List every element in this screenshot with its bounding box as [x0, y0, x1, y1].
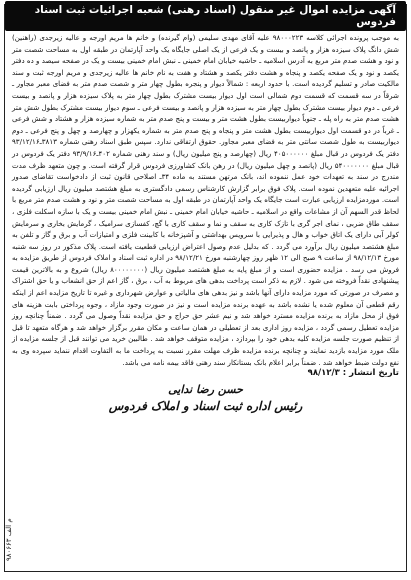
publish-date: تاریخ انتشار : ۹۸/۱۲/۳ — [307, 368, 399, 379]
notice-header — [5, 5, 406, 28]
reference-wrap — [7, 507, 17, 567]
signature-block — [5, 382, 406, 414]
notice-body — [5, 28, 406, 380]
notice-page — [4, 4, 407, 572]
reference-number: م الف ۹۸۰۶۶۳ — [5, 518, 13, 561]
notice-title: آگهی مزایده اموال غیر منقول (اسناد رهنی) شعبه اجرائیات ثبت اسناد فردوس — [5, 1, 406, 31]
notice-body-text: به موجب پرونده اجرائی کلاسه ۹۸۰۰۰۲۲۳ علیه آقای مهدی سلیمی (وام گیرنده) و خانم ها مریم اورجه و عالیه زیرجدی (راهنین) شش دانگ پلاک سیزده هزار و پانصد و بیست و یک فرعی از یک اصلی جایگاه یک واحد آپارتمان در طبقه اول به مساحت شصت متر و نود و هشت صدم متر مربع به آدرس اسلامیه ـ حاشیه خیابان امام خمینی ـ نبش امام خمینی بیست و یک در صفحه سیصد و ده دفتر یکصد و نود و یک صفحه یکصد و پنجاه و هشت دفتر یکصد و هشتاد و هفت به نام خانم ها عالیه زیرجدی و مریم اورجه ثبت و سند مالکیت صادر و تسلیم گردیده است. با حدود اربعه : شمالاً دیوار و پنجره بطول چهار متر و شصت صدم متر به فضای معبر مجاور ـ شرقاً در سه قسمت که قسمت دوم شمالی است اول دیوار بیست مشترک بطول چهار متر به پلاک سیزده هزار و پانصد و بیست فرعی ـ دوم دیوار بیست مشترک بطول چهار متر به سیزده هزار و پانصد و بیست فرعی ـ سوم دیوار بیست مشترک بطول شش متر هشت صدم متر به راه پله ـ جنوباً دیواربیست بطول هشت متر و بیست و پنج صدم متر به شماره سیزده هزار و هشتاد و شش فرعی ـ غرباً در دو قسمت اول دیواربیست بطول هشت متر و پنجاه و پنج صدم متر به شماره یکهزار و چهارصد و چهل و پنج فرعی ـ دوم دیواربیست به طول شصت سانتی متر به فضای معبر مجاور. حقوق ارتفاقی ندارد. سپس طبق اسناد رهنی شماره ۳۸۱۳ـ۹۳/۱۲/۱۶ دفتر یک فردوس در قبال مبلغ ۴۰۵۰۰۰۰۰۰ ریال (چهارصد و پنج میلیون ریال) و سند رهنی شماره ۴۰۲ـ۹۳/۹/۱۶ دفتر یک فردوس در قبال مبلغ ۵۴۰۰۰۰۰۰۰ ریال (پانصد و چهل میلیون ریال) در رهن بانک کشاورزی فردوس قرار گرفته است. و چون متعهد ظرف مدت مندرج در سند به تعهدات خود عمل ننموده اند، بانک مرتهن مستند به ماده ۳۴ـ اصلاحی قانون ثبت از دادخواست تقاضای صدور اجرائیه علیه متعهدین نموده است. پلاک فوق برابر گزارش کارشناس رسمی دادگستری به مبلغ هشتصد میلیون ریال ارزیابی گردیده است. موردمزایده ارزیابی عبارت است جایگاه یک واحد آپارتمان در طبقه اول به مساحت شصت متر و نود و هشت صدم متر مربع با لحاظ قدر السهم آن از مشاعات واقع در اسلامیه ـ حاشیه خیابان امام خمینی ـ نبش امام خمینی بیست و یک با سازه اسکلت فلزی ، سقف طاق ضربی ، نمای اجر گری با تازک کاری به سقف و نما و سقف کاری با گچ، کفسازی سرامیک ، گرمایش بخاری و سرمایش کولر آبی دارای یک اتاق خواب و هال و پذیرایی با سرویس بهداشتی و آشپزخانه با کابینت فلزی و امتیازات آب و برق و گاز و تلفن به مبلغ هشتصد میلیون ریال برآورد می گردد . که بدلیل عدم وصول اعتراض ارزیابی قطعیت یافته است. پلاک مذکور در روز سه شنبه مورخ ۹۸/۱۲/۱۳ از ساعت ۹ صبح الی ۱۲ ظهر روز چهارشنبه مورخ ۹۸/۱۲/۲۱ در اداره ثبت اسناد و املاک فردوس از طریق مزایده به فروش می رسد . مزایده حضوری است و از مبلغ پایه به مبلغ هشتصد میلیون ریال (۸۰۰۰۰۰۰۰۰ ریال) شروع و به بالاترین قیمت پیشنهادی نقداً فروخته می شود . لازم به ذکر است پرداخت بدهی های مربوط به آب ، برق ، گاز اعم از حق انشعاب و یا حق اشتراک و مصرف در صورتی که مورد مزایده دارای آنها باشد و نیز بدهی های مالیاتی و عوارض شهرداری و غیره تا تاریخ مزایده اعم از اینکه رقم قطعی آن معلوم شده یا نشده باشد به عهده برنده مزایده است و نیز در صورت وجود مازاد ، وجوه پرداختی بابت هزینه های فوق از محل مازاد به برنده مزایده مسترد خواهد شد و نیم عشر حق حراج و حق مزایده نقداً وصول می گردد . ضمناً چنانچه روز مزایده تعطیل رسمی گردد ، مزایده روز اداری بعد از تعطیلی در همان ساعت و مکان مقرر برگزار خواهد شد و هرگاه متعهد تا قبل از تنظیم صورت جلسه مزایده کلیه بدهی خود را بپردازد ، مزایده متوقف خواهد شد . طالبین خرید می توانند قبل از جلسه مزایده از ملک مورد مزایده بازدید نمایند و چنانچه برنده مزایده ظرف مهلت مقرر نسبت به پرداخت ما به التفاوت اقدام ننماید سپرده وی به نفع دولت ضبط خواهد شد . ضمناً برابر اعلام بانک بستانکار سند رهنی فاقد بیمه نامه می باشد. — [12, 33, 399, 367]
signature-name: حسن رضا ندایی — [168, 382, 243, 396]
signature-title: رئیس اداره ثبت اسناد و املاک فردوس — [108, 398, 303, 413]
